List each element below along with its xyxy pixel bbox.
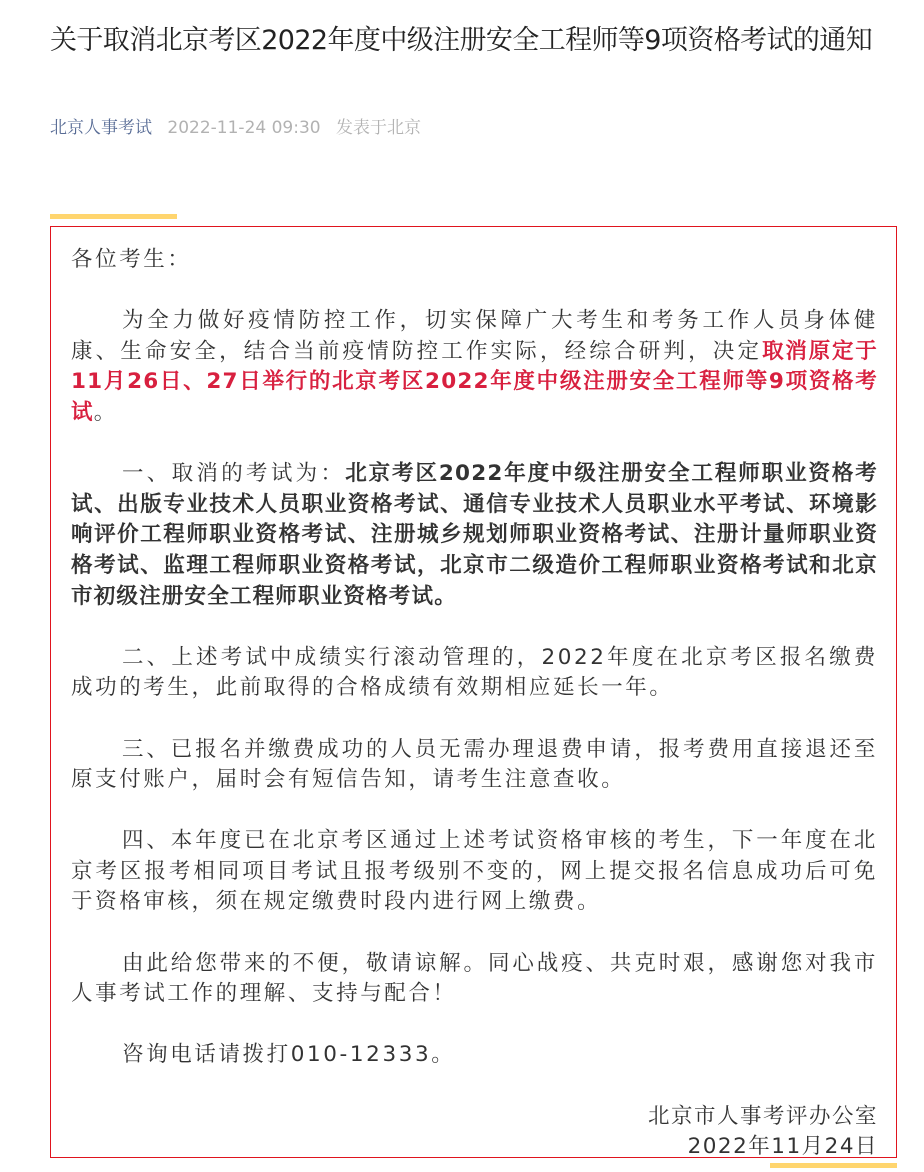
- decorative-bar-top: [50, 214, 177, 219]
- intro-highlight: 取消原定于11月26日、27日举行的北京考区2022年度中级注册安全工程师等9项资格考试: [71, 338, 878, 425]
- intro-end: 。: [93, 399, 118, 425]
- contact-paragraph: 咨询电话请拨打010-12333。: [122, 1042, 456, 1068]
- item-1-exam-list: 北京考区2022年度中级注册安全工程师职业资格考试、出版专业技术人员职业资格考试、通信专业技术人员职业水平考试、环境影响评价工程师职业资格考试、注册城乡规划师职业资格考试、注册计量师职业资格考试、监理工程师职业资格考试，北京市二级造价工程师职业资格考试和北京市初级注册安全工程师职业资格考试。: [71, 461, 878, 609]
- item-2-paragraph: 二、上述考试中成绩实行滚动管理的，2022年度在北京考区报名缴费成功的考生，此前取得的合格成绩有效期相应延长一年。: [71, 644, 878, 701]
- item-1-paragraph: [71, 459, 878, 612]
- spacer: [71, 276, 878, 307]
- intro-text: 为全力做好疫情防控工作，切实保障广大考生和考务工作人员身体健康、生命安全，结合当前疫情防控工作实际，经综合研判，决定: [71, 308, 878, 364]
- publish-location: 发表于北京: [336, 118, 422, 138]
- article-meta: [50, 116, 421, 140]
- spacer: [71, 796, 878, 827]
- item-3-paragraph: 三、已报名并缴费成功的人员无需办理退费申请，报考费用直接退还至原支付账户，届时会有短信告知，请考生注意查收。: [71, 736, 878, 793]
- article-title: 关于取消北京考区2022年度中级注册安全工程师等9项资格考试的通知: [50, 25, 873, 56]
- notice-box: [50, 226, 897, 1158]
- publish-date: 2022-11-24 09:30: [167, 118, 321, 138]
- decorative-bar-bottom: [770, 1163, 897, 1168]
- spacer: [71, 429, 878, 460]
- spacer: [71, 1071, 878, 1102]
- spacer: [71, 704, 878, 735]
- item-4-paragraph: 四、本年度已在北京考区通过上述考试资格审核的考生，下一年度在北京考区报考相同项目考试且报考级别不变的，网上提交报名信息成功后可免于资格审核，须在规定缴费时段内进行网上缴费。: [71, 828, 878, 915]
- item-1-prefix: 一、取消的考试为：: [122, 461, 346, 487]
- greeting: 各位考生：: [71, 247, 192, 272]
- notice-content: [71, 245, 878, 1163]
- spacer: [71, 612, 878, 643]
- spacer: [71, 918, 878, 949]
- signature-org: 北京市人事考评办公室: [647, 1103, 878, 1129]
- intro-paragraph: [71, 306, 878, 428]
- spacer: [71, 1010, 878, 1041]
- author-link[interactable]: 北京人事考试: [50, 118, 152, 138]
- signature-date: 2022年11月24日: [687, 1134, 878, 1160]
- closing-paragraph: 由此给您带来的不便，敬请谅解。同心战疫、共克时艰，感谢您对我市人事考试工作的理解、支持与配合！: [71, 950, 878, 1007]
